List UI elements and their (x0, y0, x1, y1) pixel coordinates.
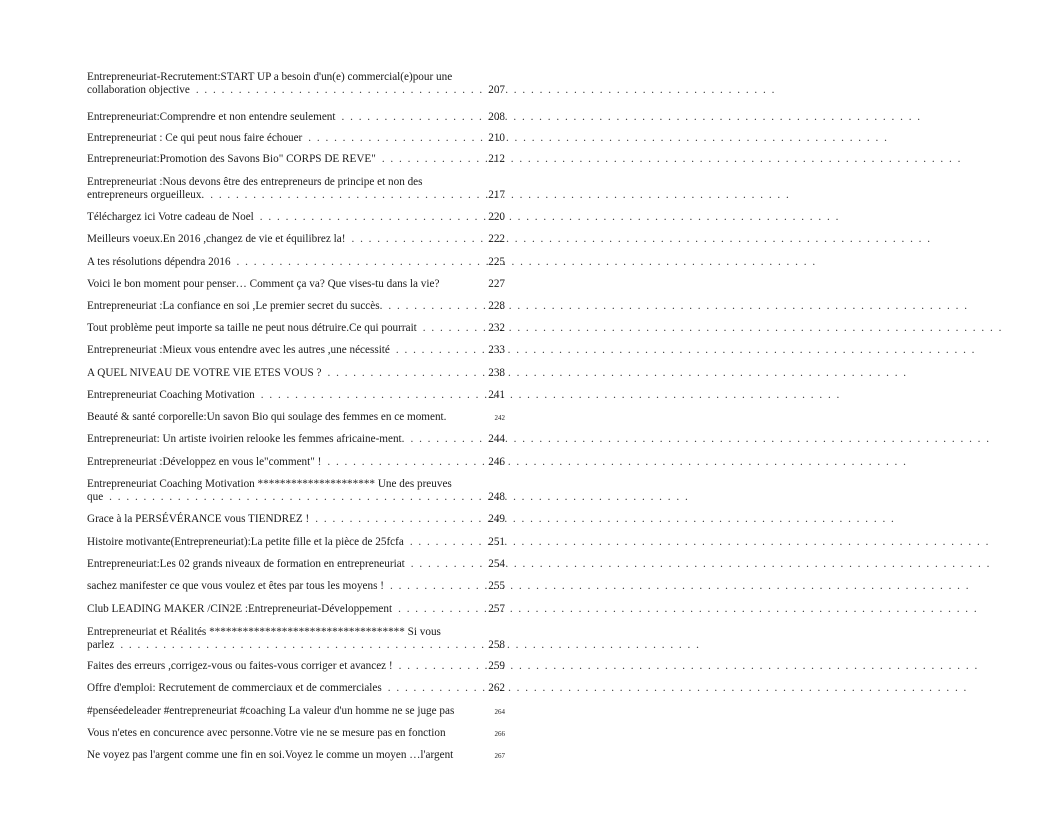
toc-page-number: 254 (488, 558, 505, 570)
toc-entry-title: Entrepreneuriat: Un artiste ivoirien relooke les femmes africaine-ment. (87, 433, 405, 445)
toc-page-number: 248 (488, 491, 505, 503)
toc-page-number: 233 (488, 344, 505, 356)
toc-entry-title: Téléchargez ici Votre cadeau de Noel (87, 211, 254, 223)
toc-entry-row (87, 132, 505, 145)
toc-entry-title: Voici le bon moment pour penser… Comment ça va? Que vises-tu dans la vie? (87, 278, 440, 290)
toc-entry[interactable] (87, 71, 505, 97)
toc-entry[interactable] (87, 176, 505, 202)
toc-entry-row (87, 433, 505, 446)
toc-entry[interactable] (87, 705, 505, 718)
toc-entry-title: #penséedeleader #entrepreneuriat #coaching La valeur d'un homme ne se juge pas (87, 705, 455, 717)
toc-entry-row (87, 456, 505, 469)
toc-entry-title-line: Entrepreneuriat et Réalités *********************************** Si vous (87, 626, 441, 638)
toc-entry-row (87, 705, 505, 718)
dot-leader (382, 300, 485, 313)
dot-leader (336, 111, 486, 124)
dot-leader (114, 639, 485, 652)
toc-entry-row (87, 639, 505, 652)
dot-leader (231, 256, 486, 269)
toc-page-number: 257 (488, 603, 505, 615)
toc-entry[interactable] (87, 278, 505, 291)
toc-page-number: 266 (494, 730, 505, 738)
toc-page-number: 264 (494, 708, 505, 716)
toc-page-number: 227 (488, 278, 505, 290)
toc-page-number: 262 (488, 682, 505, 694)
toc-entry-title: entrepreneurs orgueilleux. (87, 189, 205, 201)
toc-entry-title: Entrepreneuriat:Comprendre et non entendre seulement (87, 111, 336, 123)
toc-entry[interactable] (87, 626, 505, 652)
toc-page-number: 225 (488, 256, 505, 268)
toc-entry-row (87, 278, 505, 291)
toc-entry[interactable] (87, 389, 505, 402)
dot-leader (404, 536, 485, 549)
toc-entry-row (87, 660, 505, 673)
toc-entry[interactable] (87, 211, 505, 224)
toc-entry-title: Entrepreneuriat :La confiance en soi ,Le premier secret du succès. (87, 300, 383, 312)
toc-entry-title: A tes résolutions dépendra 2016 (87, 256, 231, 268)
toc-entry[interactable] (87, 300, 505, 313)
dot-leader (390, 344, 485, 357)
toc-entry-title: Meilleurs voeux.En 2016 ,changez de vie et équilibrez la! (87, 233, 346, 245)
toc-page-number: 241 (488, 389, 505, 401)
toc-entry-title: Entrepreneuriat Coaching Motivation (87, 389, 255, 401)
dot-leader (204, 189, 485, 202)
toc-entry[interactable] (87, 456, 505, 469)
toc-entry-row (87, 300, 505, 313)
toc-entry[interactable] (87, 580, 505, 593)
toc-entry[interactable] (87, 682, 505, 695)
toc-page-number: 220 (488, 211, 505, 223)
toc-entry-row (87, 322, 505, 335)
toc-entry-title: Vous n'etes en concurence avec personne.Votre vie ne se mesure pas en fonction (87, 727, 446, 739)
dot-leader (376, 153, 485, 166)
toc-entry-title-line: Entrepreneuriat-Recrutement:START UP a besoin d'un(e) commercial(e)pour une (87, 71, 453, 83)
toc-entry-title: Ne voyez pas l'argent comme une fin en soi.Voyez le comme un moyen …l'argent (87, 749, 454, 761)
toc-entry-title: que (87, 491, 104, 503)
toc-entry[interactable] (87, 478, 505, 504)
toc-entry-title: Histoire motivante(Entrepreneuriat):La petite fille et la pièce de 25fcfa (87, 536, 404, 548)
toc-page-number: 249 (488, 513, 505, 525)
dot-leader (190, 84, 485, 97)
toc-page-number: 238 (488, 367, 505, 379)
toc-entry-row (87, 389, 505, 402)
dot-leader (255, 389, 485, 402)
toc-entry-row (87, 367, 505, 380)
toc-page-number: 258 (488, 639, 505, 651)
dot-leader (345, 233, 485, 246)
toc-entry-title: Beauté & santé corporelle:Un savon Bio qui soulage des femmes en ce moment. (87, 411, 447, 423)
toc-entry-title-line: Entrepreneuriat :Nous devons être des entrepreneurs de principe et non des (87, 176, 423, 188)
dot-leader (404, 433, 485, 446)
toc-page-number: 212 (488, 153, 505, 165)
toc-entry[interactable] (87, 233, 505, 246)
toc-entry-row (87, 411, 505, 424)
toc-entry[interactable] (87, 727, 505, 740)
toc-page-number: 267 (494, 752, 505, 760)
toc-entry-row (87, 153, 505, 166)
dot-leader (382, 682, 485, 695)
toc-entry-title: Entrepreneuriat : Ce qui peut nous faire échouer (87, 132, 303, 144)
toc-page-number: 208 (488, 111, 505, 123)
toc-entry-row (87, 727, 505, 740)
toc-entry[interactable] (87, 344, 505, 357)
dot-leader (309, 513, 485, 526)
dot-leader (103, 491, 485, 504)
toc-page-number: 244 (488, 433, 505, 445)
toc-entry[interactable] (87, 367, 505, 380)
toc-entry-title: collaboration objective (87, 84, 190, 96)
toc-entry[interactable] (87, 256, 505, 269)
toc-entry[interactable] (87, 322, 505, 335)
toc-entry[interactable] (87, 749, 505, 762)
dot-leader (321, 456, 485, 469)
toc-entry[interactable] (87, 132, 505, 145)
toc-entry-title: Faites des erreurs ,corrigez-vous ou faites-vous corriger et avancez ! (87, 660, 393, 672)
toc-entry-row (87, 84, 505, 97)
dot-leader (322, 367, 486, 380)
dot-leader (384, 580, 485, 593)
toc-entry[interactable] (87, 603, 505, 616)
toc-page-number: 251 (488, 536, 505, 548)
toc-entry-row (87, 558, 505, 571)
toc-entry-title-line: Entrepreneuriat Coaching Motivation ********************* Une des preuves (87, 478, 452, 490)
toc-entry-title: Entrepreneuriat :Mieux vous entendre avec les autres ,une nécessité (87, 344, 390, 356)
toc-entry-title: Grace à la PERSÉVÉRANCE vous TIENDREZ ! (87, 513, 310, 525)
dot-leader (254, 211, 485, 224)
toc-entry-title: Entrepreneuriat :Développez en vous le"comment" ! (87, 456, 322, 468)
toc-entry-title: Entrepreneuriat:Promotion des Savons Bio" CORPS DE REVE" (87, 153, 376, 165)
toc-entry[interactable] (87, 111, 505, 124)
toc-page-number: 228 (488, 300, 505, 312)
toc-entry-row (87, 513, 505, 526)
toc-entry-row (87, 344, 505, 357)
toc-entry-title: Tout problème peut importe sa taille ne peut nous détruire.Ce qui pourrait (87, 322, 417, 334)
toc-entry[interactable] (87, 536, 505, 549)
toc-page-number: 222 (488, 233, 505, 245)
dot-leader (417, 322, 485, 335)
toc-page-number: 255 (488, 580, 505, 592)
toc-entry[interactable] (87, 433, 505, 446)
toc-page-number: 217 (488, 189, 505, 201)
dot-leader (302, 132, 485, 145)
toc-entry-row (87, 233, 505, 246)
toc-entry-row (87, 211, 505, 224)
toc-entry[interactable] (87, 558, 505, 571)
toc-page-number: 232 (488, 322, 505, 334)
toc-entry-row (87, 603, 505, 616)
dot-leader (392, 603, 485, 616)
toc-entry-title: A QUEL NIVEAU DE VOTRE VIE ETES VOUS ? (87, 367, 322, 379)
toc-entry-row (87, 580, 505, 593)
toc-page-number: 259 (488, 660, 505, 672)
toc-entry-row (87, 536, 505, 549)
toc-entry-title: Offre d'emploi: Recrutement de commerciaux et de commerciales (87, 682, 382, 694)
toc-entry-title: Entrepreneuriat:Les 02 grands niveaux de formation en entrepreneuriat (87, 558, 405, 570)
dot-leader (393, 660, 486, 673)
toc-entry-row (87, 189, 505, 202)
toc-entry-row (87, 749, 505, 762)
toc-entry-title: parlez (87, 639, 115, 651)
toc-entry-row (87, 256, 505, 269)
toc-entry-row (87, 682, 505, 695)
dot-leader (405, 558, 485, 571)
toc-page-number: 246 (488, 456, 505, 468)
toc-page-number: 242 (494, 414, 505, 422)
toc-entry-title: sachez manifester ce que vous voulez et êtes par tous les moyens ! (87, 580, 384, 592)
toc-entry-row (87, 111, 505, 124)
toc-entry[interactable] (87, 513, 505, 526)
toc-entry[interactable] (87, 411, 505, 424)
toc-page-number: 207 (488, 84, 505, 96)
toc-page-number: 210 (488, 132, 505, 144)
toc-entry-title: Club LEADING MAKER /CIN2E :Entrepreneuriat-Développement (87, 603, 393, 615)
toc-entry[interactable] (87, 660, 505, 673)
toc-entry-row (87, 491, 505, 504)
toc-entry[interactable] (87, 153, 505, 166)
